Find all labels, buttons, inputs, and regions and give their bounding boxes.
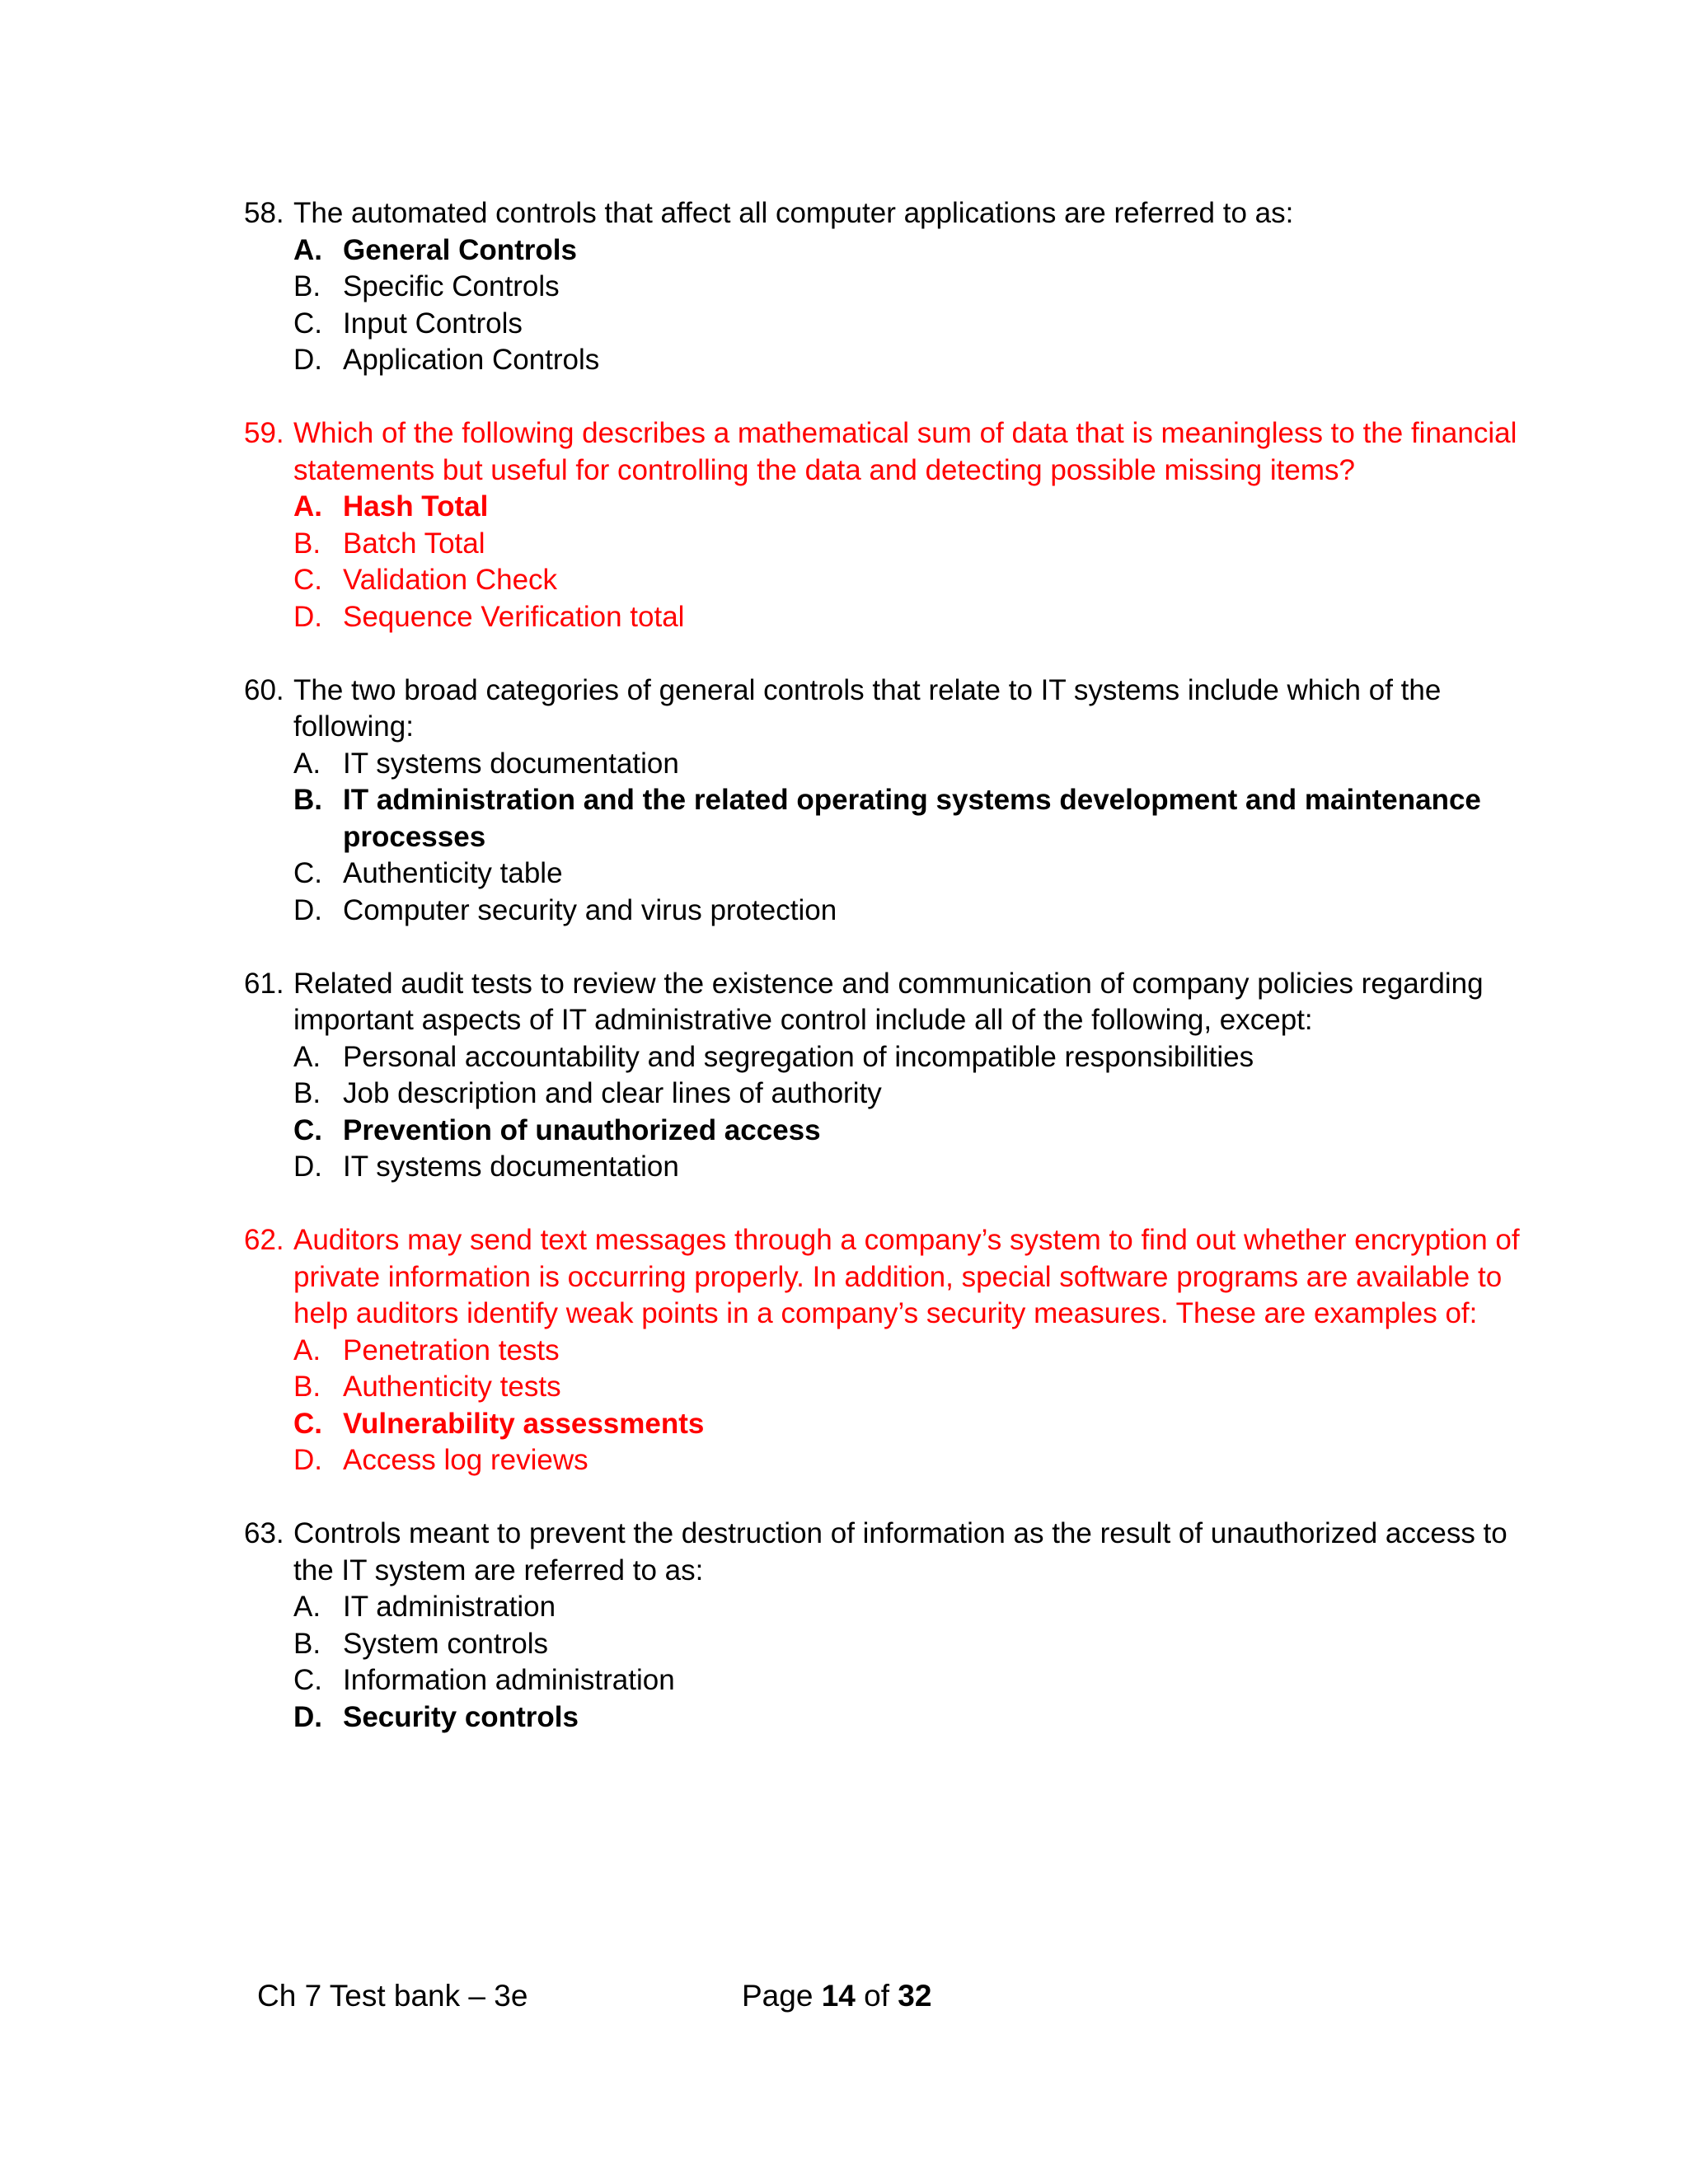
answer-option-a <box>293 1589 1530 1626</box>
option-text: IT administration and the related operating systems development and maintenance processes <box>343 784 1481 853</box>
option-letter: D. <box>293 600 322 633</box>
option-letter: C. <box>293 307 322 340</box>
answer-options <box>244 746 1530 930</box>
answer-option-d <box>293 1442 1530 1479</box>
answer-option-a <box>293 489 1530 526</box>
question-59 <box>244 415 1530 635</box>
answer-option-b <box>293 1076 1530 1113</box>
option-letter: D. <box>293 344 322 376</box>
answer-option-a <box>293 1333 1530 1370</box>
option-letter: A. <box>293 1591 321 1623</box>
answer-option-b <box>293 1626 1530 1663</box>
answer-option-c <box>293 562 1530 599</box>
question-number: 60. <box>244 673 284 706</box>
question-text: Controls meant to prevent the destruction of information as the result of unauthorized access to the IT system are referred to as: <box>293 1517 1507 1586</box>
option-text: IT administration <box>343 1591 556 1623</box>
question-text: Auditors may send text messages through a company’s system to find out whether encryption of private information is occurring properly. In addition, special software programs are available to help auditors identify weak points in a company’s security measures. These are examples of: <box>293 1224 1520 1329</box>
answer-options <box>244 232 1530 379</box>
option-text: General Controls <box>343 233 577 266</box>
option-text: Information administration <box>343 1664 675 1696</box>
option-text: Prevention of unauthorized access <box>343 1113 821 1146</box>
option-letter: C. <box>293 564 322 596</box>
question-text: The automated controls that affect all computer applications are referred to as: <box>293 197 1294 229</box>
question-number: 61. <box>244 967 284 1000</box>
option-text: Security controls <box>343 1700 579 1733</box>
footer-doc-title: Ch 7 Test bank – 3e <box>257 1979 528 2013</box>
option-letter: A. <box>293 1333 321 1366</box>
answer-options <box>244 1039 1530 1186</box>
answer-option-c <box>293 1113 1530 1150</box>
option-letter: D. <box>293 1444 322 1476</box>
option-text: Authenticity table <box>343 857 563 889</box>
option-letter: C. <box>293 1664 322 1696</box>
option-text: Validation Check <box>343 564 558 596</box>
answer-option-d <box>293 342 1530 379</box>
answer-option-d <box>293 1699 1530 1736</box>
option-letter: C. <box>293 1407 322 1440</box>
option-letter: D. <box>293 893 322 926</box>
question-list <box>244 195 1530 1773</box>
option-text: Authenticity tests <box>343 1371 561 1403</box>
question-number: 59. <box>244 417 284 449</box>
answer-option-b <box>293 782 1530 855</box>
answer-option-c <box>293 306 1530 343</box>
question-60 <box>244 673 1530 930</box>
answer-options <box>244 489 1530 635</box>
question-number: 63. <box>244 1517 284 1549</box>
answer-option-a <box>293 746 1530 783</box>
answer-option-c <box>293 1662 1530 1699</box>
option-letter: A. <box>293 233 322 266</box>
option-letter: C. <box>293 1113 322 1146</box>
option-text: Application Controls <box>343 344 600 376</box>
option-letter: D. <box>293 1151 322 1183</box>
question-63 <box>244 1516 1530 1736</box>
option-text: IT systems documentation <box>343 1151 679 1183</box>
question-text: Which of the following describes a mathematical sum of data that is meaningless to the financial statements but useful for controlling the data and detecting possible missing items? <box>293 417 1517 486</box>
question-number: 58. <box>244 197 284 229</box>
option-text: Job description and clear lines of authority <box>343 1077 882 1109</box>
answer-option-a <box>293 1039 1530 1076</box>
option-text: Computer security and virus protection <box>343 893 837 926</box>
option-text: Access log reviews <box>343 1444 588 1476</box>
option-text: IT systems documentation <box>343 747 679 780</box>
answer-options <box>244 1589 1530 1736</box>
question-58 <box>244 195 1530 379</box>
answer-option-d <box>293 893 1530 930</box>
option-letter: D. <box>293 1700 322 1733</box>
option-text: Sequence Verification total <box>343 600 685 633</box>
option-letter: C. <box>293 857 322 889</box>
option-text: Specific Controls <box>343 270 560 302</box>
answer-options <box>244 1333 1530 1479</box>
option-letter: B. <box>293 1627 321 1660</box>
option-letter: B. <box>293 1077 321 1109</box>
option-text: Input Controls <box>343 307 523 340</box>
option-text: Penetration tests <box>343 1333 560 1366</box>
option-text: Batch Total <box>343 527 485 560</box>
answer-option-b <box>293 526 1530 563</box>
option-text: Personal accountability and segregation of incompatible responsibilities <box>343 1040 1254 1073</box>
page-word: Page <box>742 1979 814 2013</box>
option-text: Hash Total <box>343 490 489 523</box>
option-letter: B. <box>293 270 321 302</box>
option-letter: A. <box>293 490 322 523</box>
question-61 <box>244 966 1530 1186</box>
option-text: Vulnerability assessments <box>343 1407 705 1440</box>
answer-option-b <box>293 269 1530 306</box>
question-number: 62. <box>244 1224 284 1256</box>
option-letter: B. <box>293 527 321 560</box>
answer-option-c <box>293 855 1530 893</box>
answer-option-d <box>293 1149 1530 1186</box>
answer-option-c <box>293 1406 1530 1443</box>
answer-option-d <box>293 599 1530 636</box>
answer-option-b <box>293 1369 1530 1406</box>
option-letter: A. <box>293 747 321 780</box>
option-letter: A. <box>293 1040 321 1073</box>
footer-page-number <box>742 1978 931 2014</box>
question-text: Related audit tests to review the existence and communication of company policies regarding important aspects of IT administrative control include all of the following, except: <box>293 967 1484 1036</box>
option-letter: B. <box>293 784 322 816</box>
page-current: 14 <box>821 1979 856 2013</box>
question-text: The two broad categories of general controls that relate to IT systems include which of the following: <box>293 673 1442 743</box>
option-text: System controls <box>343 1627 548 1660</box>
question-62 <box>244 1222 1530 1479</box>
page-total: 32 <box>898 1979 932 2013</box>
of-word: of <box>864 1979 889 2013</box>
answer-option-a <box>293 232 1530 269</box>
option-letter: B. <box>293 1371 321 1403</box>
